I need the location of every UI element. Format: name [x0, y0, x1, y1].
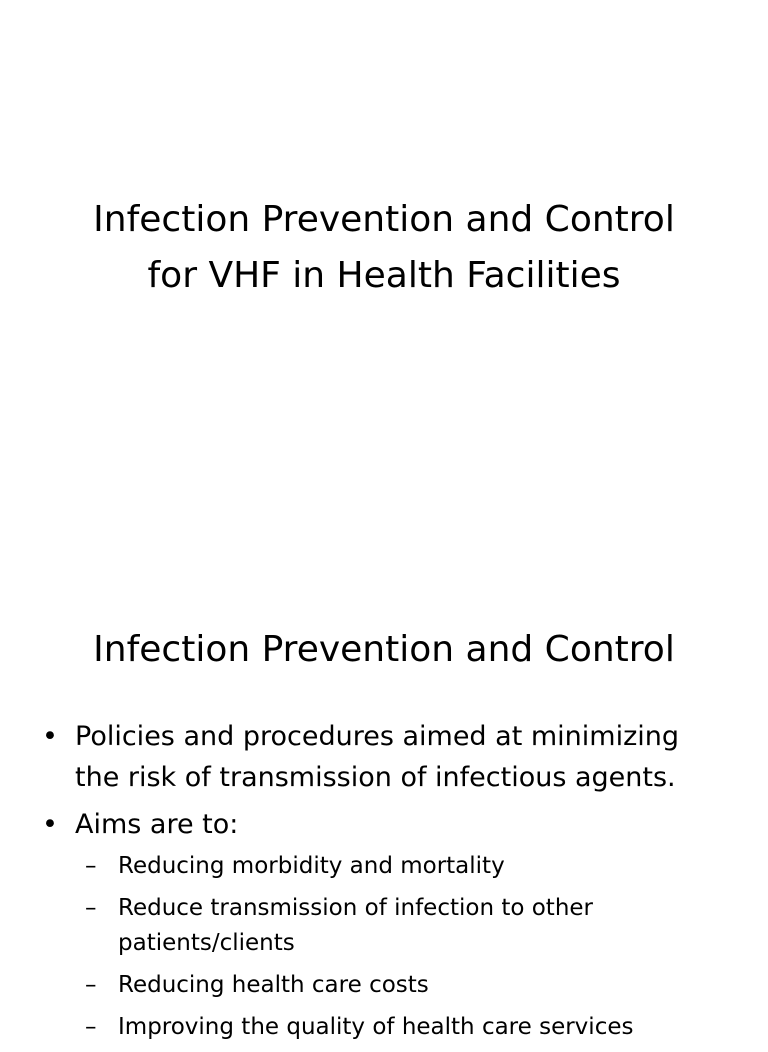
sub-bullet-marker: – — [85, 1014, 97, 1040]
sub-bullet-list — [75, 849, 730, 1045]
sub-bullet-marker: – — [85, 853, 97, 879]
bullet-marker: • — [42, 809, 58, 840]
bullet-item — [40, 716, 730, 798]
content-slide — [0, 576, 768, 1040]
sub-bullet-item — [85, 968, 730, 1003]
sub-bullet-text: Reduce transmission of infection to other patients/clients — [118, 895, 594, 956]
slide-title-line-2: for VHF in Health Facilities — [147, 255, 621, 296]
slide-title-line-1: Infection Prevention and Control — [93, 199, 675, 240]
sub-bullet-marker: – — [85, 972, 97, 998]
content-slide-title: Infection Prevention and Control — [93, 629, 675, 670]
bullet-item — [40, 804, 730, 1045]
sub-bullet-text: Reducing health care costs — [118, 972, 429, 998]
bullet-text: Policies and procedures aimed at minimizing the risk of transmission of infectious agents. — [75, 721, 680, 793]
sub-bullet-item — [85, 1010, 730, 1045]
slide-title — [0, 192, 768, 304]
sub-bullet-text: Improving the quality of health care services — [118, 1014, 634, 1040]
sub-bullet-item — [85, 849, 730, 884]
sub-bullet-text: Reducing morbidity and mortality — [118, 853, 505, 879]
sub-bullet-item — [85, 891, 730, 961]
bullet-marker: • — [42, 721, 58, 752]
sub-bullet-marker: – — [85, 895, 97, 921]
bullet-list — [40, 716, 730, 1052]
bullet-text: Aims are to: — [75, 809, 239, 840]
